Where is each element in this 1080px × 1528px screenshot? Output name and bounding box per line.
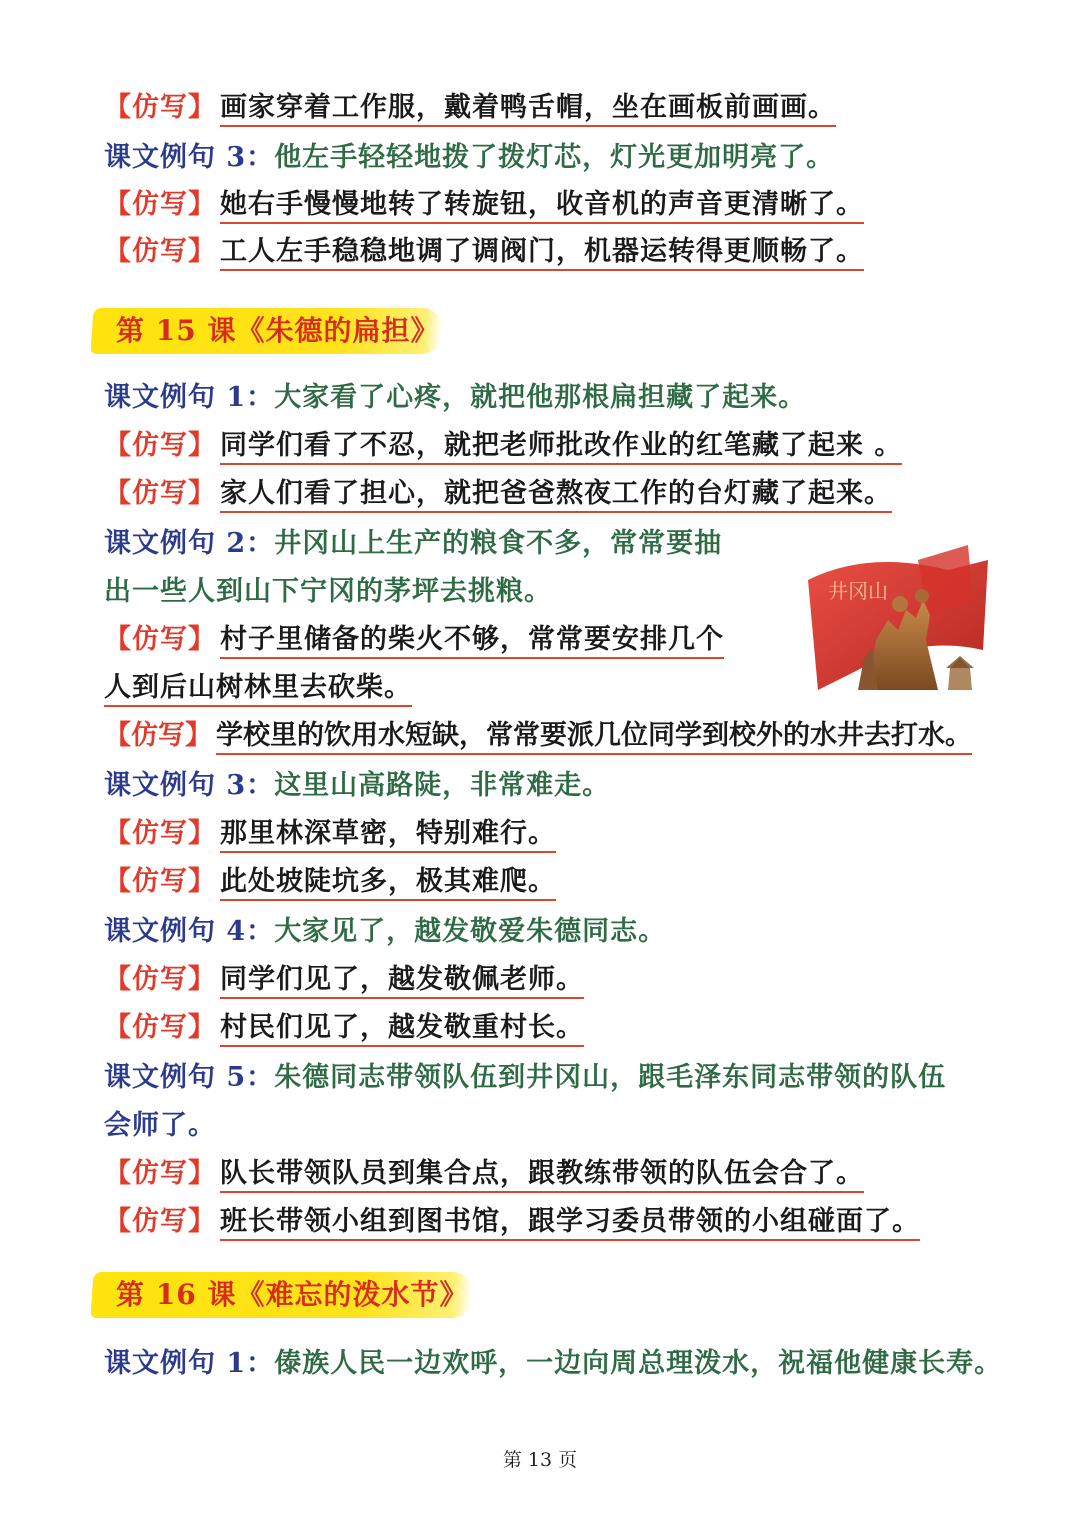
rewrite-line — [104, 1202, 920, 1242]
rewrite-line — [104, 232, 864, 272]
fangxie-tag: 【仿写】 — [104, 624, 216, 655]
rewrite-answer: 画家穿着工作服，戴着鸭舌帽，坐在画板前画画。 — [220, 92, 836, 127]
example-label: 课文例句 2： — [104, 528, 275, 559]
lesson-heading-15: 第 15 课《朱德的扁担》 — [90, 308, 443, 354]
fangxie-tag: 【仿写】 — [104, 866, 216, 897]
example-line — [104, 1058, 946, 1098]
example-text: 会师了。 — [104, 1110, 216, 1141]
fangxie-tag: 【仿写】 — [104, 478, 216, 509]
rewrite-answer: 学校里的饮用水短缺，常常要派几位同学到校外的水井去打水。 — [216, 720, 972, 755]
example-line — [104, 378, 806, 418]
rewrite-answer: 那里林深草密，特别难行。 — [220, 818, 556, 853]
fangxie-tag: 【仿写】 — [104, 964, 216, 995]
example-line-cont — [104, 1106, 216, 1146]
image-caption: 井冈山 — [828, 579, 888, 603]
fangxie-tag: 【仿写】 — [104, 1206, 216, 1237]
example-line — [104, 912, 666, 952]
rewrite-line — [104, 716, 972, 756]
jinggangshan-monument-image — [798, 540, 994, 700]
rewrite-answer: 工人左手稳稳地调了调阀门，机器运转得更顺畅了。 — [220, 236, 864, 271]
page-number: 第 13 页 — [502, 1449, 578, 1471]
rewrite-line — [104, 814, 556, 854]
rewrite-line — [104, 474, 892, 514]
rewrite-line — [104, 620, 724, 660]
lesson-heading-16: 第 16 课《难忘的泼水节》 — [90, 1272, 473, 1318]
fangxie-tag: 【仿写】 — [104, 236, 216, 267]
rewrite-line — [104, 426, 902, 466]
rewrite-line-cont — [104, 668, 412, 708]
fangxie-tag: 【仿写】 — [104, 92, 216, 123]
example-line-cont — [104, 572, 552, 612]
rewrite-answer: 班长带领小组到图书馆，跟学习委员带领的小组碰面了。 — [220, 1206, 920, 1241]
example-label: 课文例句 3： — [104, 142, 275, 173]
rewrite-answer: 同学们见了，越发敬佩老师。 — [220, 964, 584, 999]
rewrite-answer: 家人们看了担心，就把爸爸熬夜工作的台灯藏了起来。 — [220, 478, 892, 513]
example-line — [104, 1344, 1002, 1384]
example-text: 大家看了心疼，就把他那根扁担藏了起来。 — [274, 382, 807, 413]
example-line — [104, 766, 610, 806]
rewrite-answer: 她右手慢慢地转了转旋钮，收音机的声音更清晰了。 — [220, 189, 864, 224]
example-text: 他左手轻轻地拨了拨灯芯，灯光更加明亮了。 — [274, 142, 835, 173]
rewrite-answer: 队长带领队员到集合点，跟教练带领的队伍会合了。 — [220, 1158, 864, 1193]
rewrite-line — [104, 1154, 864, 1194]
example-line — [104, 524, 722, 564]
rewrite-answer: 村民们见了，越发敬重村长。 — [220, 1012, 584, 1047]
example-label: 课文例句 4： — [104, 916, 275, 947]
rewrite-answer: 此处坡陡坑多，极其难爬。 — [220, 866, 556, 901]
example-text: 井冈山上生产的粮食不多，常常要抽 — [274, 528, 723, 559]
example-line — [104, 138, 834, 178]
example-label: 课文例句 1： — [104, 1348, 275, 1379]
example-text: 出一些人到山下宁冈的茅坪去挑粮。 — [104, 576, 552, 607]
fangxie-tag: 【仿写】 — [104, 818, 216, 849]
rewrite-answer: 人到后山树林里去砍柴。 — [104, 672, 412, 707]
fangxie-tag: 【仿写】 — [104, 720, 212, 751]
example-label: 课文例句 1： — [104, 382, 275, 413]
fangxie-tag: 【仿写】 — [104, 1158, 216, 1189]
rewrite-line — [104, 88, 836, 128]
example-text: 这里山高路陡，非常难走。 — [274, 770, 611, 801]
rewrite-line — [104, 960, 584, 1000]
rewrite-answer: 同学们看了不忍，就把老师批改作业的红笔藏了起来 。 — [220, 430, 902, 465]
rewrite-line — [104, 862, 556, 902]
rewrite-line — [104, 1008, 584, 1048]
fangxie-tag: 【仿写】 — [104, 430, 216, 461]
example-text: 朱德同志带领队伍到井冈山，跟毛泽东同志带领的队伍 — [274, 1062, 947, 1093]
example-label: 课文例句 5： — [104, 1062, 275, 1093]
fangxie-tag: 【仿写】 — [104, 189, 216, 220]
example-label: 课文例句 3： — [104, 770, 275, 801]
example-text: 大家见了，越发敬爱朱德同志。 — [274, 916, 667, 947]
rewrite-line — [104, 185, 864, 225]
rewrite-answer: 村子里储备的柴火不够，常常要安排几个 — [220, 624, 724, 659]
example-text: 傣族人民一边欢呼，一边向周总理泼水，祝福他健康长寿。 — [274, 1348, 1003, 1379]
fangxie-tag: 【仿写】 — [104, 1012, 216, 1043]
